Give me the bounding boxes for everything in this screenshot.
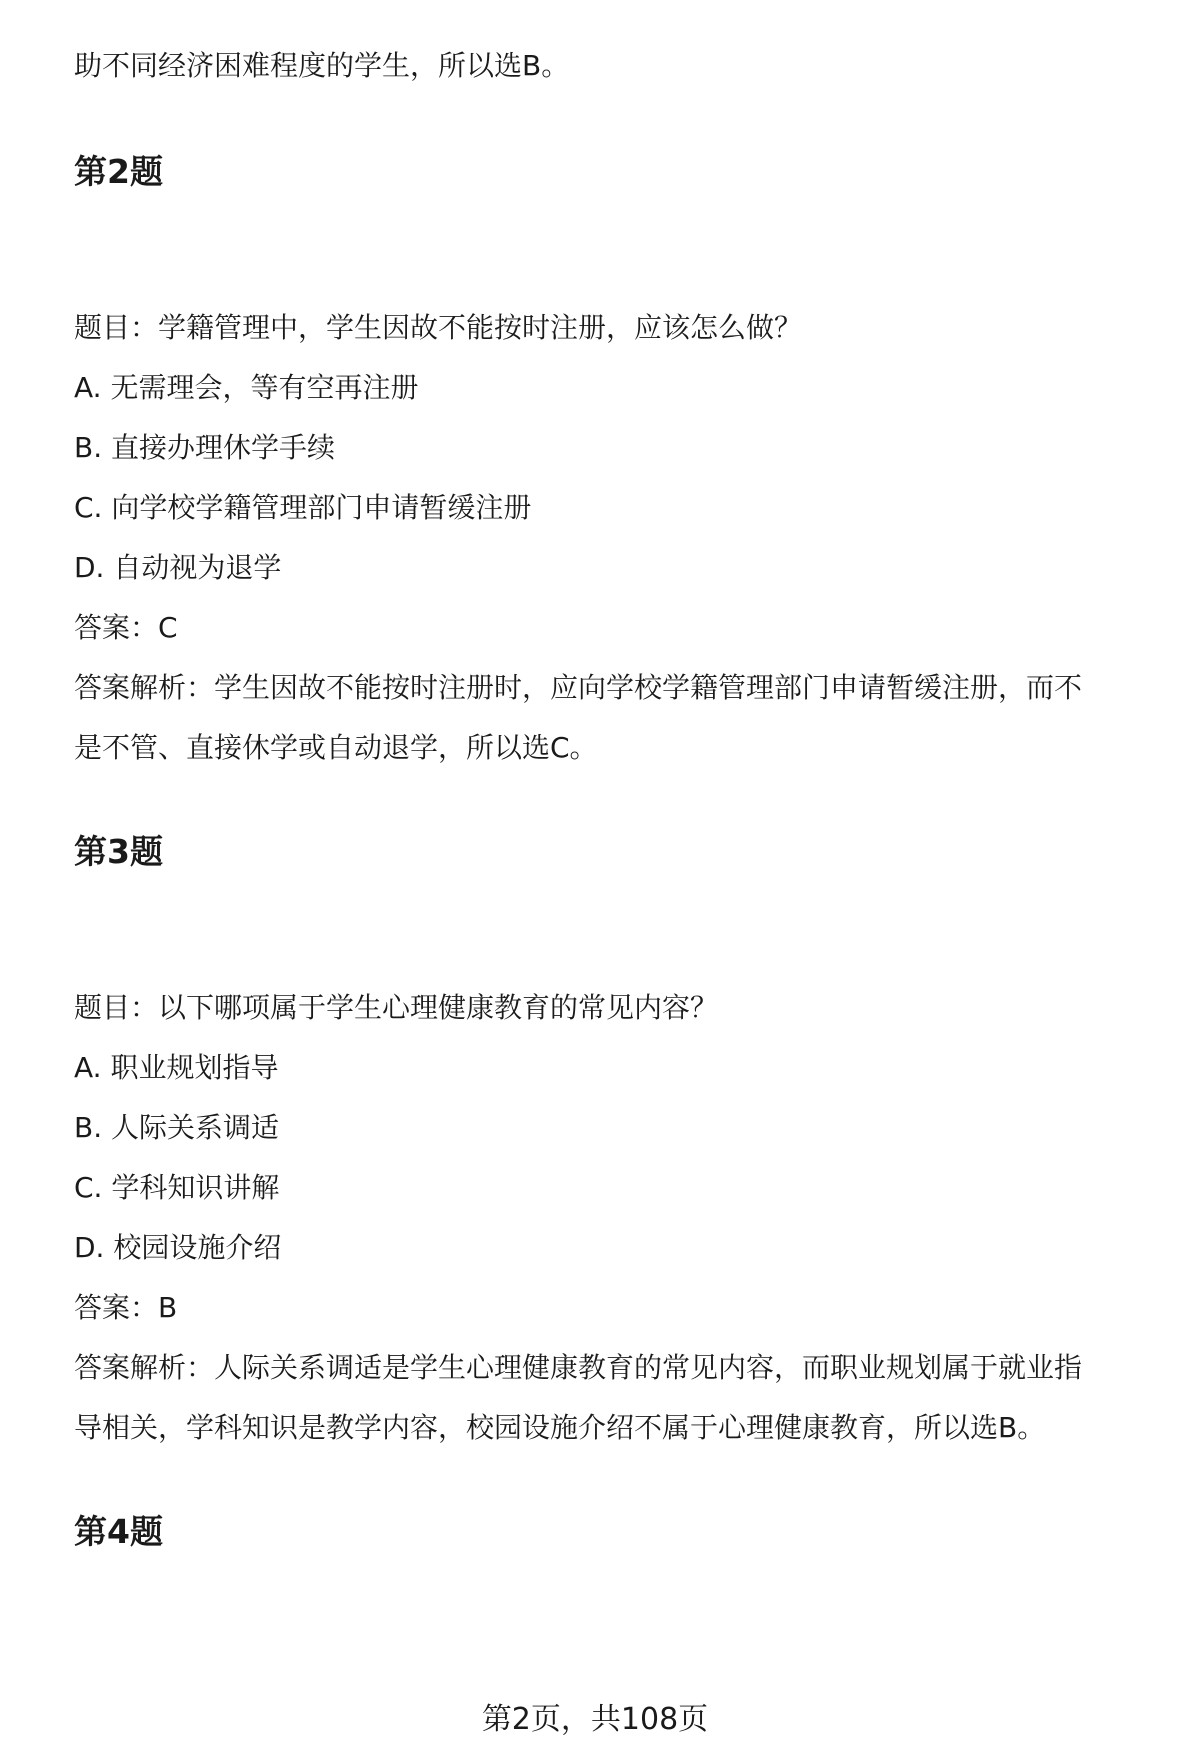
previous-explanation-tail: 助不同经济困难程度的学生，所以选B。	[74, 49, 570, 82]
question-3-stem: 题目：以下哪项属于学生心理健康教育的常见内容？	[74, 991, 719, 1024]
question-3-answer: 答案：B	[74, 1291, 178, 1324]
question-2-option-a: A. 无需理会，等有空再注册	[74, 371, 419, 404]
question-2-stem: 题目：学籍管理中，学生因故不能按时注册，应该怎么做？	[74, 311, 803, 344]
question-2-explanation-line-1: 答案解析：学生因故不能按时注册时，应向学校学籍管理部门申请暂缓注册，而不	[74, 671, 1083, 704]
question-3-explanation-line-1: 答案解析：人际关系调适是学生心理健康教育的常见内容，而职业规划属于就业指	[74, 1351, 1083, 1384]
page-number-footer: 第2页，共108页	[481, 1702, 709, 1737]
question-2-option-b: B. 直接办理休学手续	[74, 431, 336, 464]
question-2-explanation-line-2: 是不管、直接休学或自动退学，所以选C。	[74, 731, 598, 764]
question-3-option-d: D. 校园设施介绍	[74, 1231, 282, 1264]
question-2-heading: 第2题	[74, 152, 163, 191]
question-4-heading: 第4题	[74, 1512, 163, 1551]
question-3-explanation-line-2: 导相关，学科知识是教学内容，校园设施介绍不属于心理健康教育，所以选B。	[74, 1411, 1046, 1444]
question-3-heading: 第3题	[74, 832, 163, 871]
question-3-option-b: B. 人际关系调适	[74, 1111, 280, 1144]
question-2-option-c: C. 向学校学籍管理部门申请暂缓注册	[74, 491, 532, 524]
question-3-option-c: C. 学科知识讲解	[74, 1171, 280, 1204]
question-2-option-d: D. 自动视为退学	[74, 551, 282, 584]
question-2-answer: 答案：C	[74, 611, 178, 644]
question-3-option-a: A. 职业规划指导	[74, 1051, 279, 1084]
